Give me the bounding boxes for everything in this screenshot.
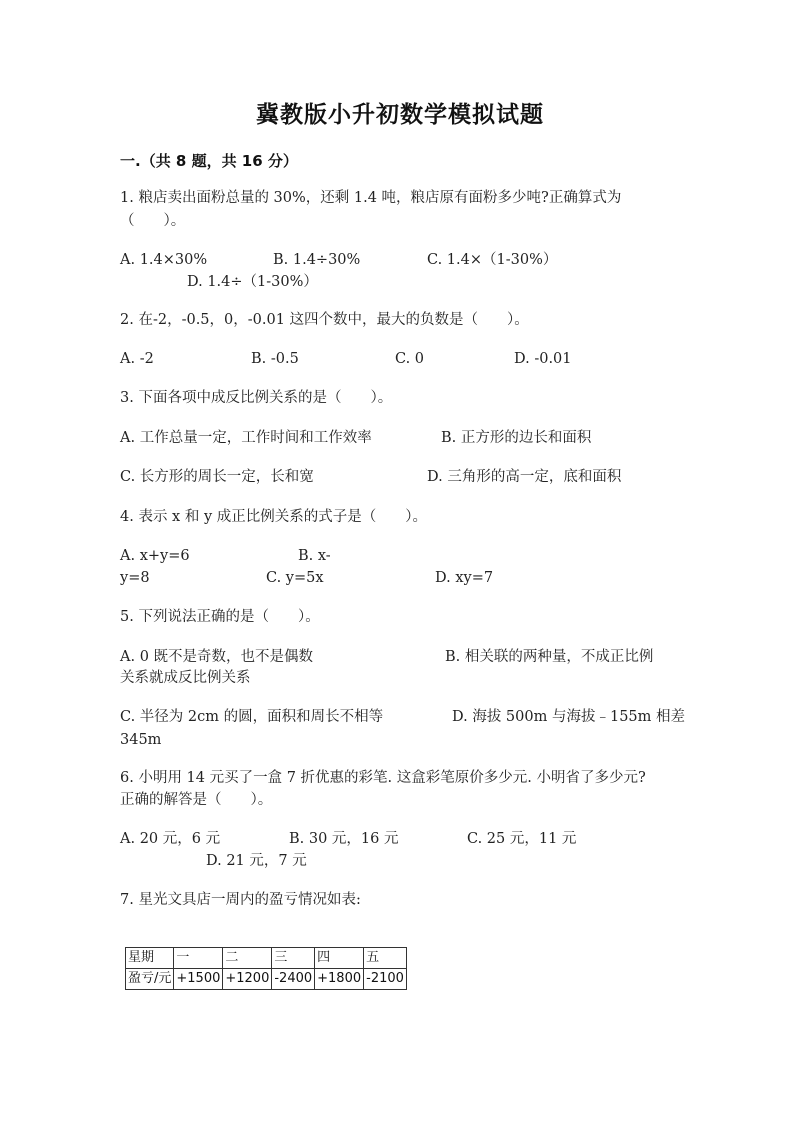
question-7-text: 7. 星光文具店一周内的盈亏情况如表: (120, 892, 361, 908)
question-4-option-b: B. x- (298, 548, 331, 564)
question-5-option-b: B. 相关联的两种量，不成正比例 (445, 649, 654, 665)
table-row (126, 969, 407, 990)
table-cell: 星期 (126, 948, 174, 969)
question-6-option-b: B. 30 元，16 元 (289, 831, 399, 847)
question-5-option-b-cont: 关系就成反比例关系 (120, 670, 251, 686)
question-6-option-d: D. 21 元，7 元 (206, 853, 307, 869)
question-4-option-d: D. xy=7 (435, 570, 494, 586)
question-2-text: 2. 在-2，-0.5，0，-0.01 这四个数中，最大的负数是（ ）。 (120, 312, 529, 328)
question-6-text-cont: 正确的解答是（ ）。 (120, 792, 273, 808)
page-title: 冀教版小升初数学模拟试题 (256, 102, 544, 128)
question-5-option-c: C. 半径为 2cm 的圆，面积和周长不相等 (120, 709, 384, 725)
question-1-option-c: C. 1.4×（1-30%） (427, 252, 558, 268)
table-cell: +1500 (174, 969, 223, 990)
question-3-option-b: B. 正方形的边长和面积 (441, 430, 592, 446)
question-2-option-a: A. -2 (120, 351, 154, 367)
question-4-option-a: A. x+y=6 (120, 548, 190, 564)
question-3-option-c: C. 长方形的周长一定，长和宽 (120, 469, 314, 485)
table-cell: 盈亏/元 (126, 969, 174, 990)
question-2-option-c: C. 0 (395, 351, 425, 367)
question-2-option-b: B. -0.5 (251, 351, 299, 367)
table-header-row (126, 948, 407, 969)
table-cell: 一 (174, 948, 223, 969)
question-6-option-c: C. 25 元，11 元 (467, 831, 577, 847)
table-cell: 四 (315, 948, 364, 969)
table-cell: 二 (223, 948, 272, 969)
question-5-option-d-cont: 345m (120, 732, 162, 748)
question-4-text: 4. 表示 x 和 y 成正比例关系的式子是（ ）。 (120, 509, 427, 525)
question-6-text: 6. 小明用 14 元买了一盒 7 折优惠的彩笔. 这盒彩笔原价多少元. 小明省了多少元? (120, 770, 646, 786)
question-1-option-a: A. 1.4×30% (120, 252, 208, 268)
table-cell: +1200 (223, 969, 272, 990)
table-cell: 三 (272, 948, 315, 969)
question-5-text: 5. 下列说法正确的是（ ）。 (120, 609, 320, 625)
question-1-option-d: D. 1.4÷（1-30%） (187, 274, 318, 290)
question-1-text: 1. 粮店卖出面粉总量的 30%，还剩 1.4 吨，粮店原有面粉多少吨?正确算式为 (120, 190, 622, 206)
question-1-option-b: B. 1.4÷30% (273, 252, 361, 268)
table-cell: +1800 (315, 969, 364, 990)
question-4-option-b-cont: y=8 (120, 570, 150, 586)
question-2-option-d: D. -0.01 (514, 351, 572, 367)
question-3-text: 3. 下面各项中成反比例关系的是（ ）。 (120, 390, 393, 406)
question-6-option-a: A. 20 元，6 元 (120, 831, 221, 847)
section-heading: 一.（共 8 题，共 16 分） (120, 152, 298, 170)
question-3-option-d: D. 三角形的高一定，底和面积 (427, 469, 622, 485)
question-4-option-c: C. y=5x (266, 570, 324, 586)
question-5-option-d: D. 海拔 500m 与海拔﹣155m 相差 (452, 709, 686, 725)
question-3-option-a: A. 工作总量一定，工作时间和工作效率 (120, 430, 372, 446)
table-cell: -2100 (364, 969, 407, 990)
question-5-option-a: A. 0 既不是奇数，也不是偶数 (120, 649, 314, 665)
table-cell: -2400 (272, 969, 315, 990)
profit-loss-table (125, 947, 407, 990)
table-cell: 五 (364, 948, 407, 969)
question-1-text-cont: （ ）。 (120, 213, 186, 229)
